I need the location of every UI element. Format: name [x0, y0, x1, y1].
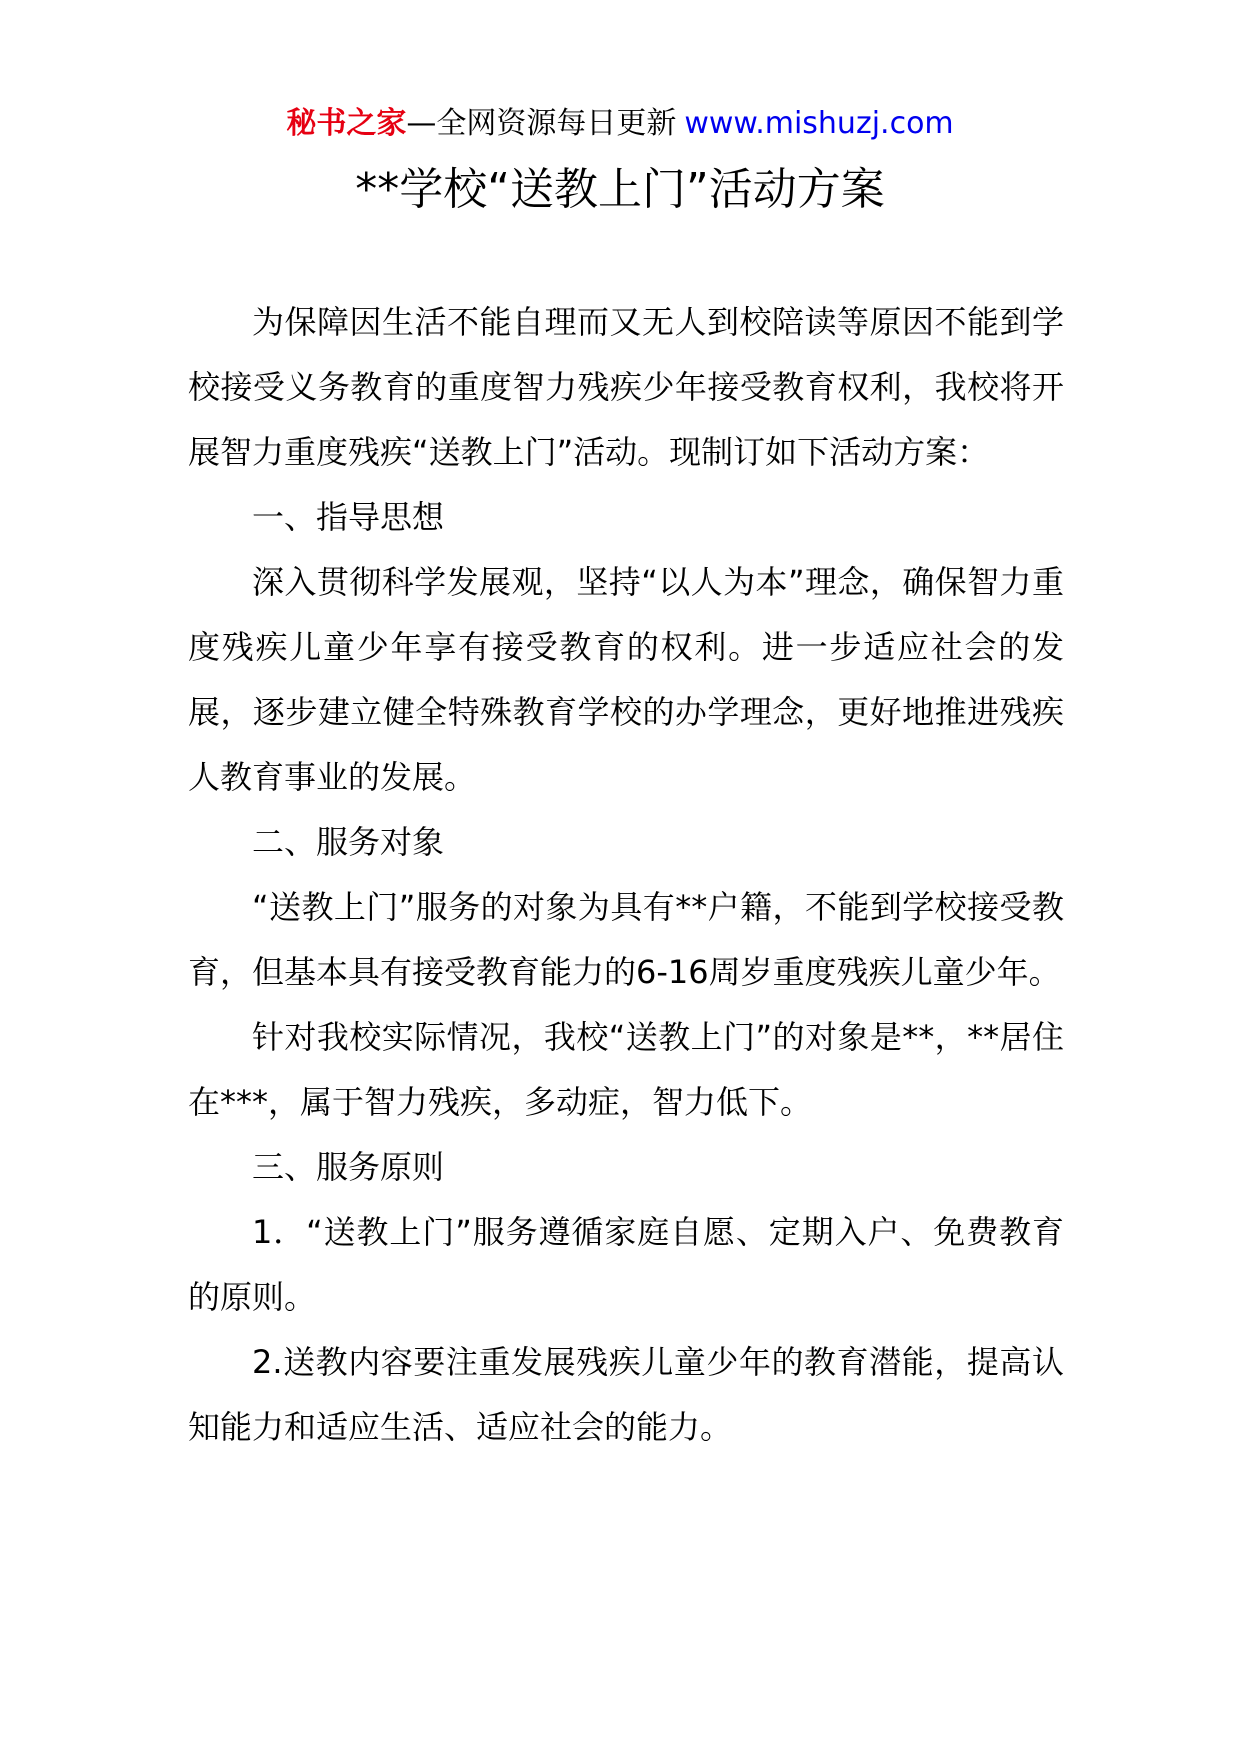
- header-tagline: —全网资源每日更新: [406, 106, 677, 141]
- paragraph-guiding-ideology: 深入贯彻科学发展观，坚持“以人为本”理念，确保智力重度残疾儿童少年享有接受教育的权利。进一步适应社会的发展，逐步建立健全特殊教育学校的办学理念，更好地推进残疾人教育事业的发展。: [188, 563, 1064, 796]
- paragraph-principle-1: 1．“送教上门”服务遵循家庭自愿、定期入户、免费教育的原则。: [188, 1213, 1064, 1316]
- document-body: [188, 290, 1064, 1460]
- intro-paragraph: 为保障因生活不能自理而又无人到校陪读等原因不能到学校接受义务教育的重度智力残疾少年接受教育权利，我校将开展智力重度残疾“送教上门”活动。现制订如下活动方案：: [188, 303, 1064, 471]
- paragraph-principle-2: 2.送教内容要注重发展残疾儿童少年的教育潜能，提高认知能力和适应生活、适应社会的能力。: [188, 1343, 1064, 1446]
- paragraph-school-targets: 针对我校实际情况，我校“送教上门”的对象是**，**居住在***，属于智力残疾，多动症，智力低下。: [188, 1018, 1064, 1121]
- paragraph-service-targets: “送教上门”服务的对象为具有**户籍，不能到学校接受教育，但基本具有接受教育能力的6-16周岁重度残疾儿童少年。: [188, 888, 1064, 991]
- brand-name: 秘书之家: [286, 106, 407, 141]
- site-header: [0, 102, 1240, 146]
- document-title: **学校“送教上门”活动方案: [355, 164, 885, 215]
- section-heading-service-principles: 三、服务原则: [252, 1148, 445, 1186]
- section-heading-service-targets: 二、服务对象: [252, 823, 445, 861]
- site-url-link[interactable]: www.mishuzj.com: [684, 106, 954, 141]
- section-heading-guiding-ideology: 一、指导思想: [252, 498, 445, 536]
